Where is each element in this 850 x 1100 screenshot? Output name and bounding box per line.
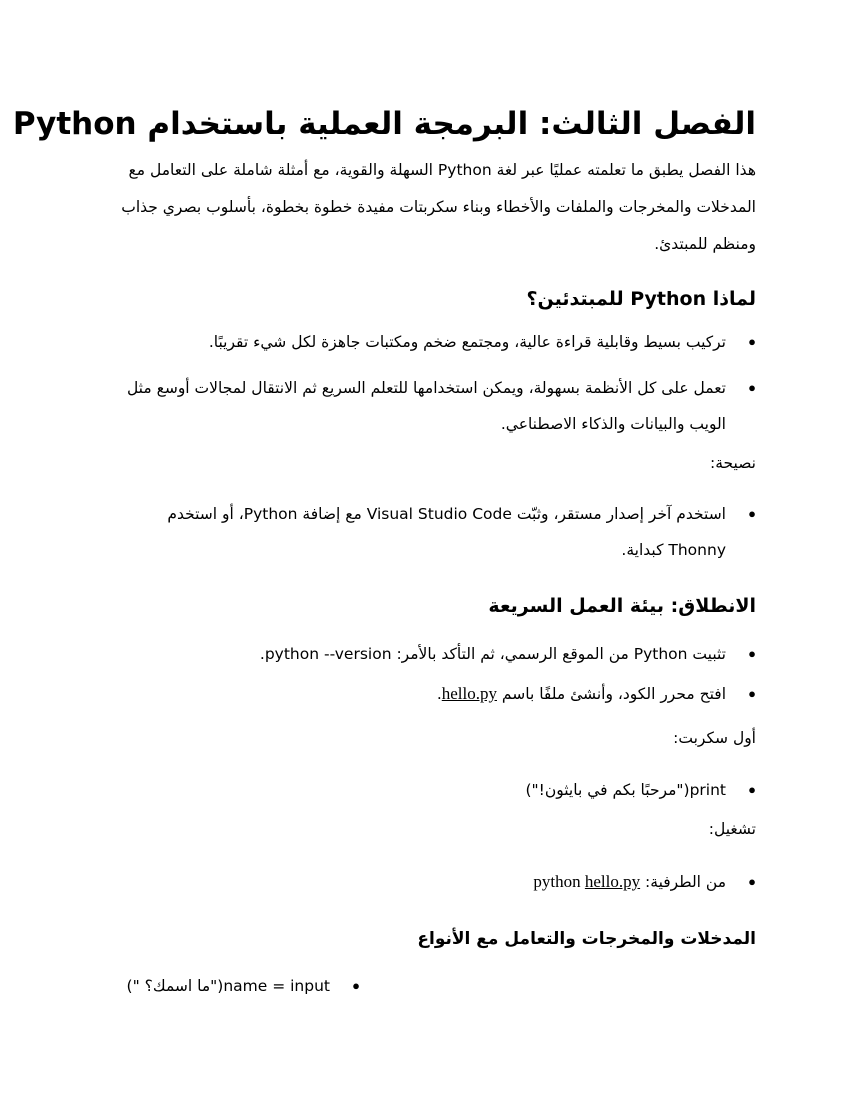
io-list (90, 968, 360, 1004)
list-item (86, 772, 756, 808)
list-item (90, 968, 360, 1004)
why-python-list (86, 324, 756, 442)
setup-heading: الانطلاق: بيئة العمل السريعة (488, 595, 756, 617)
list-item: ● من الطرفية: python hello.py (86, 864, 726, 900)
list-item: ● تثبيت Python من الموقع الرسمي، ثم التأكد بالأمر: python --version. (86, 636, 726, 672)
bullet-icon: ● (748, 380, 756, 395)
list-item: ● تركيب بسيط وقابلية قراءة عالية، ومجتمع ضخم ومكتبات جاهزة لكل شيء تقريبًا. (86, 324, 726, 360)
list-item: ● استخدم آخر إصدار مستقر، وثبّت Visual Studio Code مع إضافة Python، أو استخدم Thonny كبداية. (126, 496, 726, 568)
code-snippet: print("مرحبًا بكم في بايثون!") (525, 781, 726, 799)
list-item: ● تعمل على كل الأنظمة بسهولة، ويمكن استخدامها للتعلم السريع ثم الانتقال لمجالات أوسع مثل الويب والبيانات والذكاء الاصطناعي. (86, 370, 726, 442)
io-heading: المدخلات والمخرجات والتعامل مع الأنواع (417, 929, 756, 949)
bullet-icon: ● (352, 978, 360, 993)
why-python-heading: لماذا Python للمبتدئين؟ (526, 288, 756, 310)
first-script-label: أول سكربت: (673, 729, 756, 747)
tip-list (126, 496, 756, 568)
bullet-icon: ● (748, 686, 756, 701)
run-label: تشغيل: (708, 820, 756, 838)
bullet-icon: ● (748, 782, 756, 797)
filename-link: hello.py (441, 684, 497, 703)
list-item: ● افتح محرر الكود، وأنشئ ملفًا باسم hello.py. (86, 676, 726, 712)
bullet-icon: ● (748, 334, 756, 349)
tip-label: نصيحة: (710, 454, 756, 472)
bullet-icon: ● (748, 646, 756, 661)
filename-link: hello.py (584, 872, 641, 891)
bullet-icon: ● (748, 874, 756, 889)
setup-list (86, 636, 756, 712)
code-snippet: name = input("ما اسمك؟ ") (126, 977, 330, 995)
run-list (86, 864, 756, 900)
chapter-title: الفصل الثالث: البرمجة العملية باستخدام Python (12, 106, 756, 142)
bullet-icon: ● (748, 506, 756, 521)
first-script-list (86, 772, 756, 808)
chapter-intro: هذا الفصل يطبق ما تعلمته عمليًا عبر لغة Python السهلة والقوية، مع أمثلة شاملة على التعامل مع المدخلات والمخرجات والملفات والأخطاء وبناء سكربتات مفيدة خطوة بخطوة، بأسلوب بصري جذاب ومنظم للمبتدئ. (121, 161, 756, 253)
